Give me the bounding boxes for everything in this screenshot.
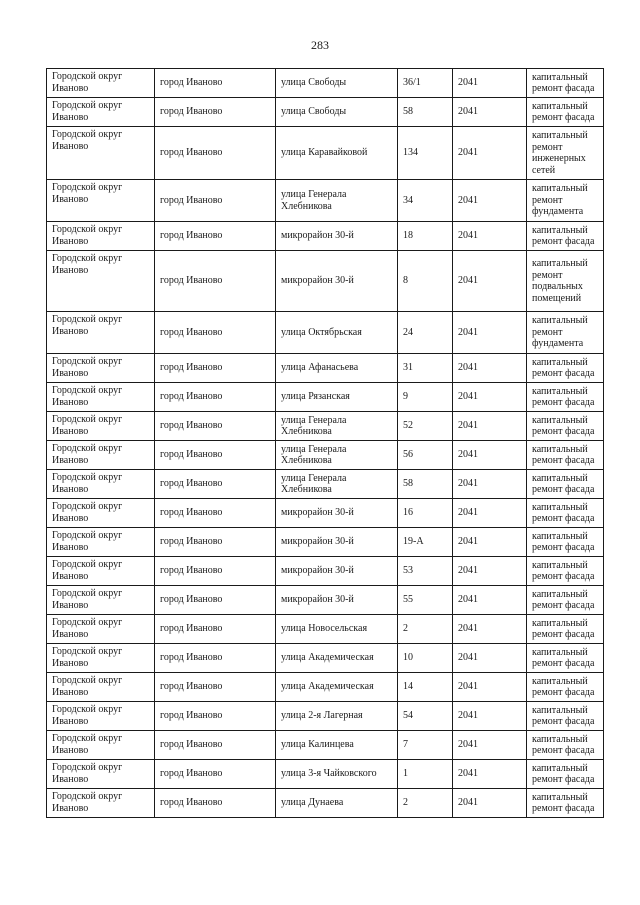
- city-cell: город Иваново: [155, 354, 276, 383]
- table-row: [47, 180, 604, 222]
- house-number-cell: 134: [398, 127, 453, 180]
- house-number-cell: 10: [398, 644, 453, 673]
- table-row: [47, 702, 604, 731]
- house-number-cell: 18: [398, 222, 453, 251]
- district-cell: Городской округ Иваново: [47, 69, 155, 98]
- year-cell: 2041: [453, 499, 527, 528]
- year-cell: 2041: [453, 312, 527, 354]
- house-number-cell: 53: [398, 557, 453, 586]
- year-cell: 2041: [453, 731, 527, 760]
- street-cell: улица 3-я Чайковского: [276, 760, 398, 789]
- table-row: [47, 251, 604, 312]
- house-number-cell: 55: [398, 586, 453, 615]
- year-cell: 2041: [453, 760, 527, 789]
- district-cell: Городской округ Иваново: [47, 673, 155, 702]
- year-cell: 2041: [453, 412, 527, 441]
- street-cell: микрорайон 30-й: [276, 251, 398, 312]
- table-row: [47, 312, 604, 354]
- city-cell: город Иваново: [155, 528, 276, 557]
- year-cell: 2041: [453, 615, 527, 644]
- year-cell: 2041: [453, 69, 527, 98]
- city-cell: город Иваново: [155, 383, 276, 412]
- city-cell: город Иваново: [155, 251, 276, 312]
- work-type-cell: капитальный ремонт фасада: [527, 98, 604, 127]
- street-cell: улица Генерала Хлебникова: [276, 441, 398, 470]
- district-cell: Городской округ Иваново: [47, 615, 155, 644]
- work-type-cell: капитальный ремонт фасада: [527, 702, 604, 731]
- table-row: [47, 673, 604, 702]
- district-cell: Городской округ Иваново: [47, 251, 155, 312]
- district-cell: Городской округ Иваново: [47, 354, 155, 383]
- street-cell: микрорайон 30-й: [276, 499, 398, 528]
- street-cell: улица Октябрьская: [276, 312, 398, 354]
- city-cell: город Иваново: [155, 98, 276, 127]
- work-type-cell: капитальный ремонт фасада: [527, 222, 604, 251]
- table-row: [47, 98, 604, 127]
- city-cell: город Иваново: [155, 702, 276, 731]
- street-cell: улица Генерала Хлебникова: [276, 470, 398, 499]
- city-cell: город Иваново: [155, 499, 276, 528]
- table-row: [47, 441, 604, 470]
- work-type-cell: капитальный ремонт фасада: [527, 383, 604, 412]
- city-cell: город Иваново: [155, 673, 276, 702]
- district-cell: Городской округ Иваново: [47, 98, 155, 127]
- house-number-cell: 1: [398, 760, 453, 789]
- street-cell: улица Дунаева: [276, 789, 398, 818]
- district-cell: Городской округ Иваново: [47, 222, 155, 251]
- work-type-cell: капитальный ремонт фасада: [527, 615, 604, 644]
- year-cell: 2041: [453, 702, 527, 731]
- street-cell: улица Генерала Хлебникова: [276, 412, 398, 441]
- house-number-cell: 16: [398, 499, 453, 528]
- district-cell: Городской округ Иваново: [47, 383, 155, 412]
- year-cell: 2041: [453, 354, 527, 383]
- district-cell: Городской округ Иваново: [47, 441, 155, 470]
- table-row: [47, 586, 604, 615]
- year-cell: 2041: [453, 222, 527, 251]
- year-cell: 2041: [453, 383, 527, 412]
- work-type-cell: капитальный ремонт инженерных сетей: [527, 127, 604, 180]
- street-cell: микрорайон 30-й: [276, 222, 398, 251]
- work-type-cell: капитальный ремонт фундамента: [527, 312, 604, 354]
- city-cell: город Иваново: [155, 412, 276, 441]
- table-row: [47, 528, 604, 557]
- table-row: [47, 222, 604, 251]
- district-cell: Городской округ Иваново: [47, 312, 155, 354]
- street-cell: улица 2-я Лагерная: [276, 702, 398, 731]
- table-row: [47, 69, 604, 98]
- work-type-cell: капитальный ремонт фасада: [527, 557, 604, 586]
- year-cell: 2041: [453, 180, 527, 222]
- table-row: [47, 615, 604, 644]
- year-cell: 2041: [453, 98, 527, 127]
- year-cell: 2041: [453, 673, 527, 702]
- district-cell: Городской округ Иваново: [47, 731, 155, 760]
- housing-repair-table: [46, 68, 604, 818]
- house-number-cell: 54: [398, 702, 453, 731]
- city-cell: город Иваново: [155, 760, 276, 789]
- street-cell: микрорайон 30-й: [276, 528, 398, 557]
- city-cell: город Иваново: [155, 789, 276, 818]
- year-cell: 2041: [453, 557, 527, 586]
- table-row: [47, 760, 604, 789]
- work-type-cell: капитальный ремонт фасада: [527, 586, 604, 615]
- street-cell: улица Рязанская: [276, 383, 398, 412]
- year-cell: 2041: [453, 127, 527, 180]
- house-number-cell: 8: [398, 251, 453, 312]
- district-cell: Городской округ Иваново: [47, 557, 155, 586]
- street-cell: улица Генерала Хлебникова: [276, 180, 398, 222]
- street-cell: микрорайон 30-й: [276, 557, 398, 586]
- district-cell: Городской округ Иваново: [47, 586, 155, 615]
- work-type-cell: капитальный ремонт фасада: [527, 69, 604, 98]
- year-cell: 2041: [453, 251, 527, 312]
- work-type-cell: капитальный ремонт фасада: [527, 731, 604, 760]
- table-row: [47, 412, 604, 441]
- house-number-cell: 19-А: [398, 528, 453, 557]
- house-number-cell: 52: [398, 412, 453, 441]
- year-cell: 2041: [453, 586, 527, 615]
- work-type-cell: капитальный ремонт фасада: [527, 412, 604, 441]
- street-cell: улица Афанасьева: [276, 354, 398, 383]
- house-number-cell: 14: [398, 673, 453, 702]
- table-row: [47, 354, 604, 383]
- work-type-cell: капитальный ремонт фасада: [527, 499, 604, 528]
- table-row: [47, 644, 604, 673]
- work-type-cell: капитальный ремонт фасада: [527, 354, 604, 383]
- house-number-cell: 58: [398, 470, 453, 499]
- work-type-cell: капитальный ремонт фасада: [527, 760, 604, 789]
- year-cell: 2041: [453, 789, 527, 818]
- work-type-cell: капитальный ремонт фасада: [527, 470, 604, 499]
- city-cell: город Иваново: [155, 644, 276, 673]
- street-cell: микрорайон 30-й: [276, 586, 398, 615]
- table-row: [47, 127, 604, 180]
- city-cell: город Иваново: [155, 731, 276, 760]
- district-cell: Городской округ Иваново: [47, 528, 155, 557]
- street-cell: улица Академическая: [276, 644, 398, 673]
- table-row: [47, 789, 604, 818]
- street-cell: улица Свободы: [276, 69, 398, 98]
- work-type-cell: капитальный ремонт фасада: [527, 673, 604, 702]
- district-cell: Городской округ Иваново: [47, 470, 155, 499]
- street-cell: улица Академическая: [276, 673, 398, 702]
- table-row: [47, 499, 604, 528]
- district-cell: Городской округ Иваново: [47, 702, 155, 731]
- city-cell: город Иваново: [155, 441, 276, 470]
- table-row: [47, 383, 604, 412]
- house-number-cell: 9: [398, 383, 453, 412]
- work-type-cell: капитальный ремонт фасада: [527, 441, 604, 470]
- house-number-cell: 56: [398, 441, 453, 470]
- work-type-cell: капитальный ремонт фасада: [527, 644, 604, 673]
- street-cell: улица Свободы: [276, 98, 398, 127]
- city-cell: город Иваново: [155, 557, 276, 586]
- district-cell: Городской округ Иваново: [47, 127, 155, 180]
- city-cell: город Иваново: [155, 615, 276, 644]
- work-type-cell: капитальный ремонт фундамента: [527, 180, 604, 222]
- table-body: [47, 69, 604, 818]
- house-number-cell: 7: [398, 731, 453, 760]
- year-cell: 2041: [453, 441, 527, 470]
- table-row: [47, 731, 604, 760]
- work-type-cell: капитальный ремонт фасада: [527, 789, 604, 818]
- house-number-cell: 2: [398, 615, 453, 644]
- city-cell: город Иваново: [155, 69, 276, 98]
- district-cell: Городской округ Иваново: [47, 412, 155, 441]
- street-cell: улица Калинцева: [276, 731, 398, 760]
- work-type-cell: капитальный ремонт фасада: [527, 528, 604, 557]
- house-number-cell: 34: [398, 180, 453, 222]
- work-type-cell: капитальный ремонт подвальных помещений: [527, 251, 604, 312]
- table-row: [47, 557, 604, 586]
- house-number-cell: 36/1: [398, 69, 453, 98]
- city-cell: город Иваново: [155, 586, 276, 615]
- house-number-cell: 24: [398, 312, 453, 354]
- year-cell: 2041: [453, 528, 527, 557]
- table-row: [47, 470, 604, 499]
- city-cell: город Иваново: [155, 127, 276, 180]
- street-cell: улица Новосельская: [276, 615, 398, 644]
- city-cell: город Иваново: [155, 222, 276, 251]
- street-cell: улица Каравайковой: [276, 127, 398, 180]
- page-number: 283: [311, 38, 329, 52]
- house-number-cell: 31: [398, 354, 453, 383]
- city-cell: город Иваново: [155, 470, 276, 499]
- house-number-cell: 2: [398, 789, 453, 818]
- year-cell: 2041: [453, 470, 527, 499]
- city-cell: город Иваново: [155, 312, 276, 354]
- district-cell: Городской округ Иваново: [47, 499, 155, 528]
- year-cell: 2041: [453, 644, 527, 673]
- district-cell: Городской округ Иваново: [47, 180, 155, 222]
- city-cell: город Иваново: [155, 180, 276, 222]
- house-number-cell: 58: [398, 98, 453, 127]
- district-cell: Городской округ Иваново: [47, 789, 155, 818]
- district-cell: Городской округ Иваново: [47, 760, 155, 789]
- district-cell: Городской округ Иваново: [47, 644, 155, 673]
